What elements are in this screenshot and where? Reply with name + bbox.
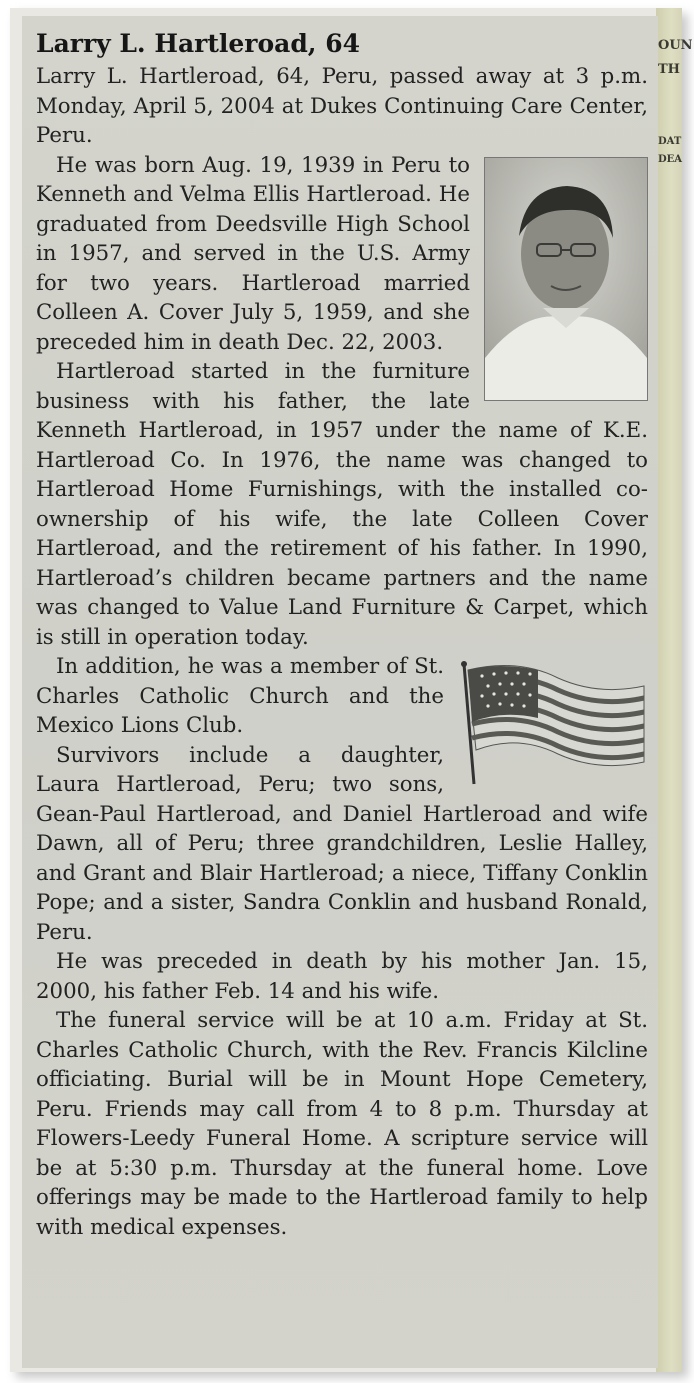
paragraph-survivors: Survivors include a daughter, Laura Hartleroad, Peru; two sons, Gean-Paul Hartleroad, and Daniel Hartleroad and wife Dawn, all of Peru; three grandchildren, Leslie Halley, and Grant and Blair Hartleroad; a niece, Tiffany Conklin Pope; and a sister, Sandra Conklin and husband Ronald, Peru. [36, 742, 648, 945]
adjacent-fragment: DAT [658, 136, 682, 147]
adjacent-fragment: OUN [658, 38, 693, 53]
adjacent-fragment: DEA [658, 154, 683, 165]
obituary-column [36, 28, 648, 1242]
scan-frame [10, 8, 693, 1372]
paragraph-biography: He was born Aug. 19, 1939 in Peru to Kenneth and Velma Ellis Hartleroad. He graduated from Deedsville High School in 1957, and served in the U.S. Army for two years. Hartleroad married Colleen A. Cover July 5, 1959, and she preceded him in death Dec. 22, 2003. [36, 152, 470, 355]
adjacent-column-strip [656, 8, 682, 1372]
newspaper-clipping [22, 16, 658, 1368]
paragraph-career: Hartleroad started in the furniture business with his father, the late Kenneth Hartleroad, in 1957 under the name of K.E. Hartleroad Co. In 1976, the name was changed to Hartleroad Home Furnishings, with the installed co-ownership of his wife, the late Colleen Cover Hartleroad, and the retirement of his father. In 1990, Hartleroad’s children became partners and the name was changed to Value Land Furniture & Carpet, which is still in operation today. [36, 359, 648, 650]
headline: Larry L. Hartleroad, 64 [36, 29, 360, 58]
american-flag-icon [458, 660, 648, 788]
adjacent-fragment: TH [658, 62, 680, 77]
paragraph-services: The funeral service will be at 10 a.m. Friday at St. Charles Catholic Church, with the Rev. Francis Kilcline officiating. Burial will be in Mount Hope Cemetery, Peru. Friends may call from 4 to 8 p.m. Thursday at Flowers-Leedy Funeral Home. A scripture service will be at 5:30 p.m. Thursday at the funeral home. Love offerings may be made to the Hartleroad family to help with medical expenses. [36, 1008, 648, 1240]
paragraph-memberships: In addition, he was a member of St. Charles Catholic Church and the Mexico Lions Club. [36, 654, 444, 738]
paragraph-death-notice: Larry L. Hartleroad, 64, Peru, passed away at 3 p.m. Monday, April 5, 2004 at Dukes Continuing Care Center, Peru. [36, 64, 648, 148]
paragraph-preceded: He was preceded in death by his mother Jan. 15, 2000, his father Feb. 14 and his wife. [36, 949, 648, 1004]
portrait-photo [484, 157, 648, 401]
